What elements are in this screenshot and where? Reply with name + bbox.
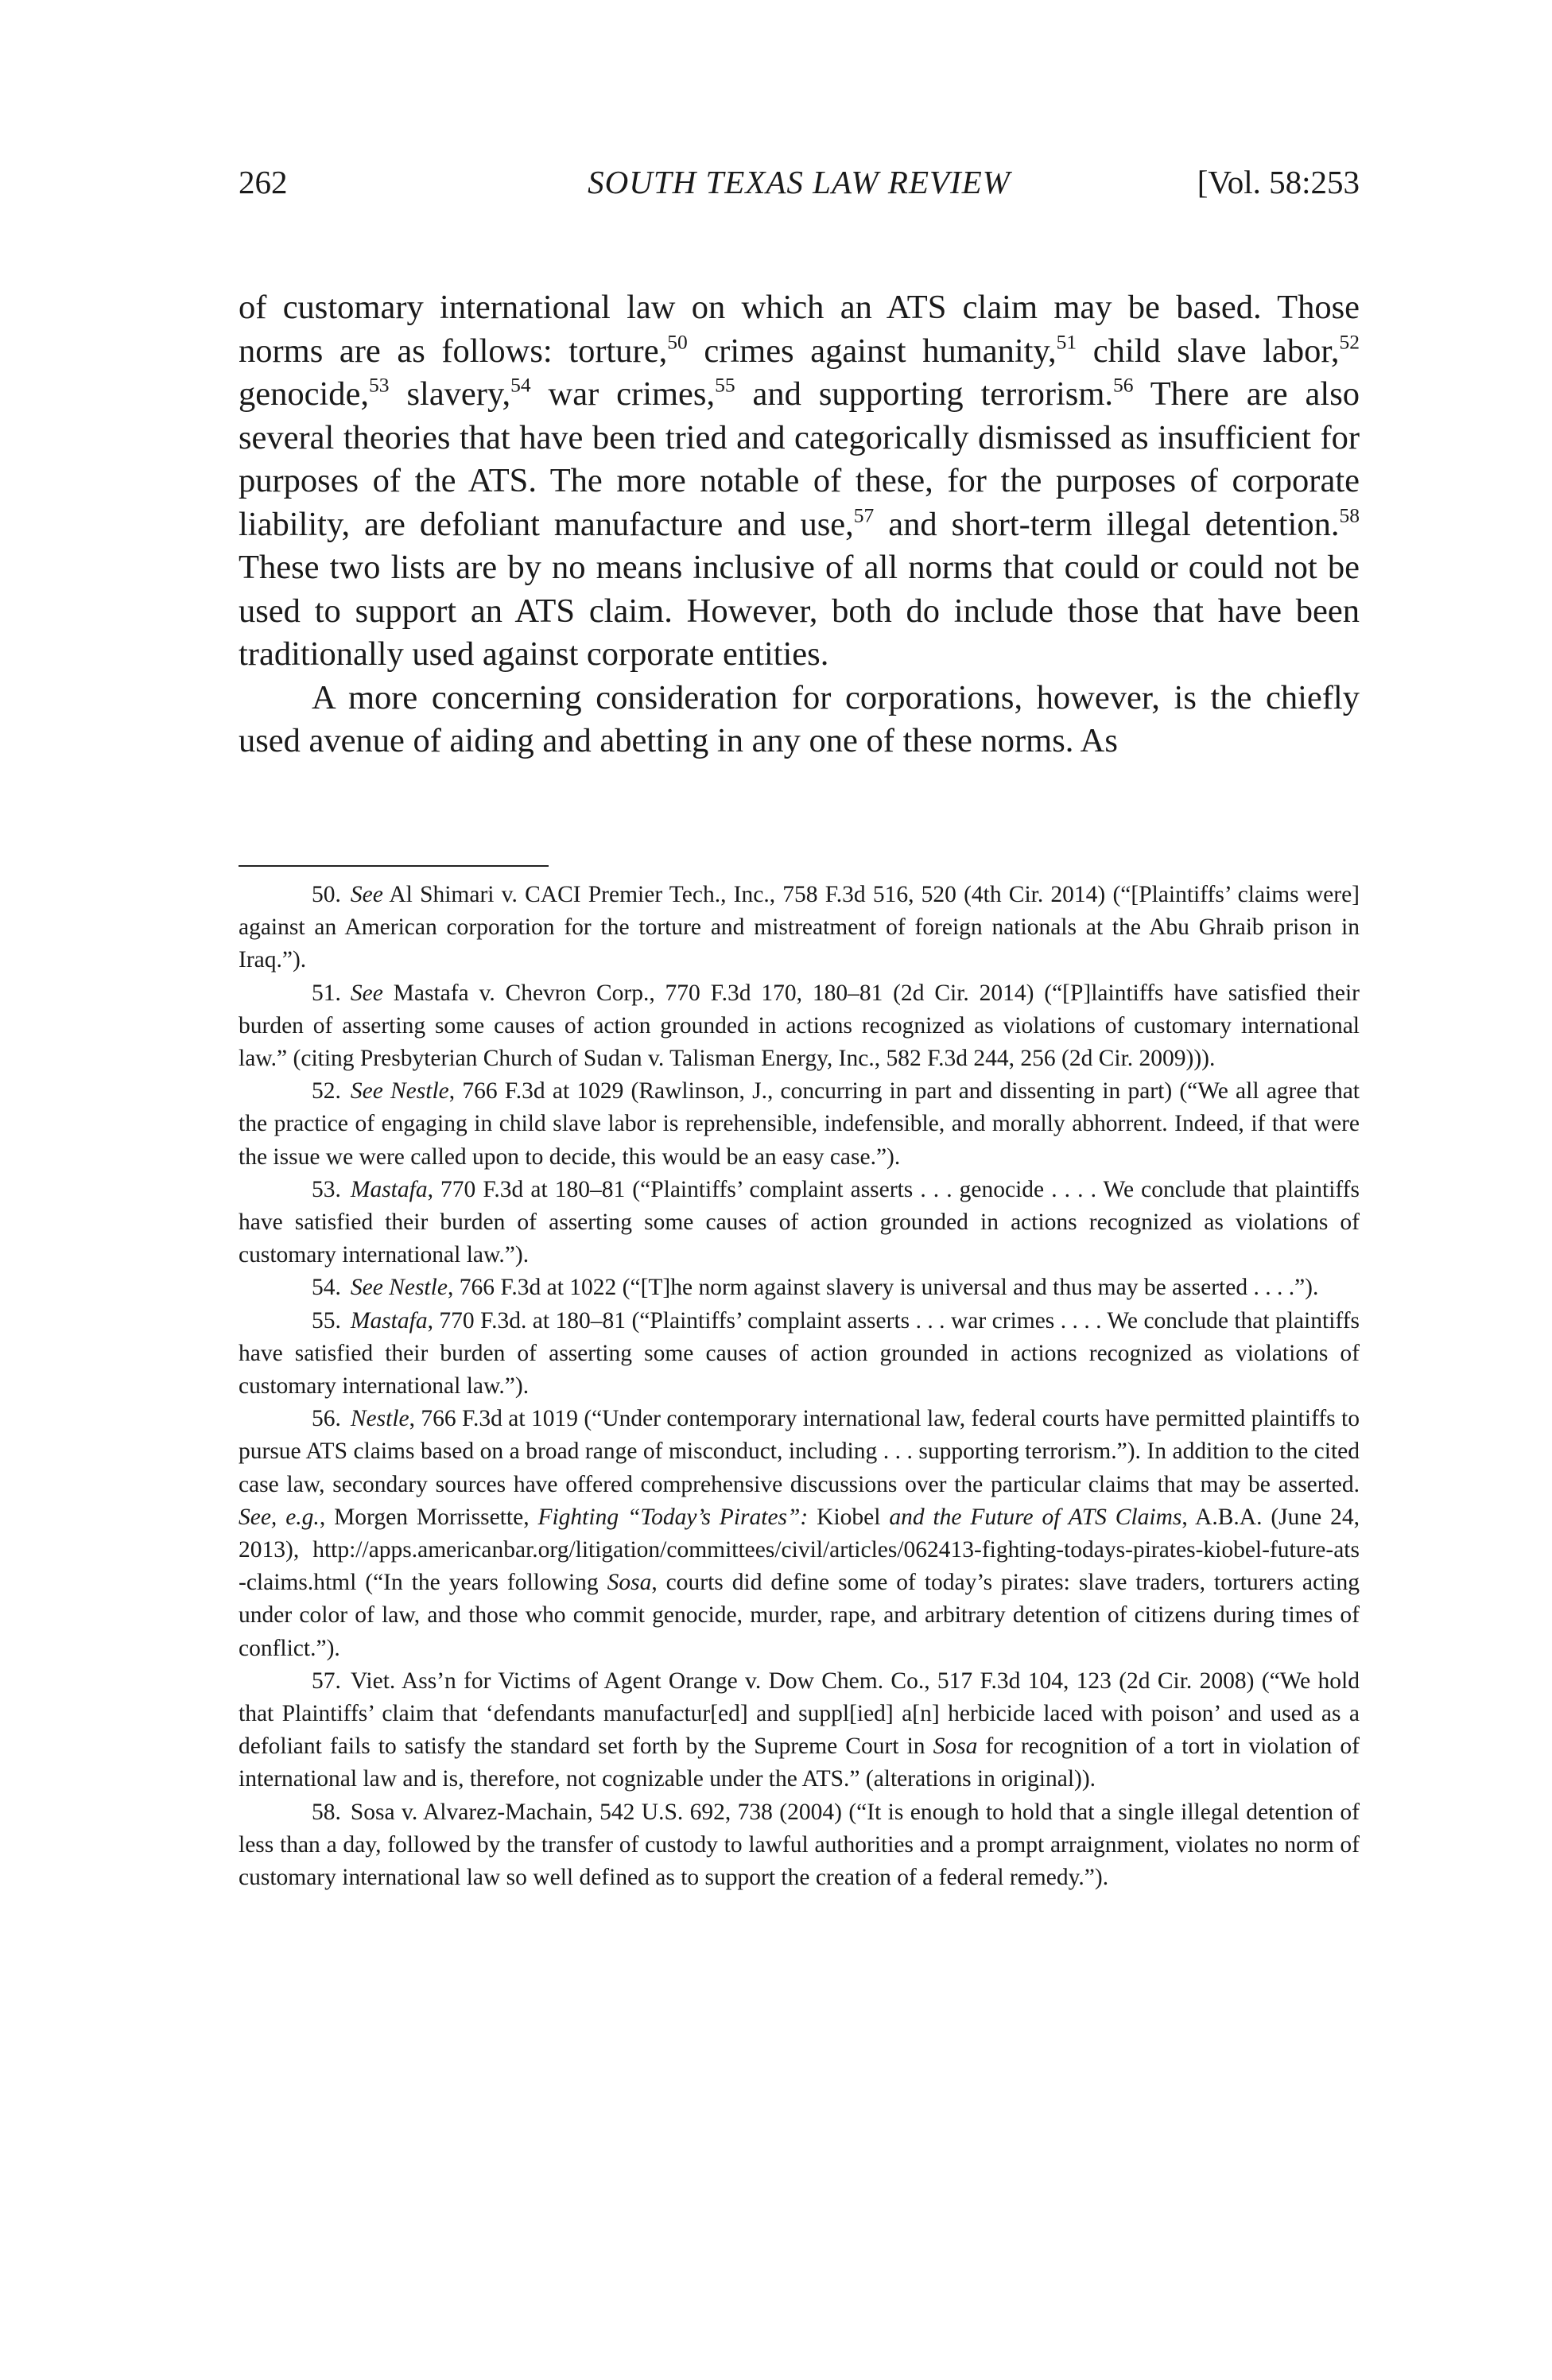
footnote-50 bbox=[239, 879, 1360, 977]
text-run: of customary international law on which an ATS claim may be based. Those norms are as follows: torture, bbox=[239, 289, 1360, 370]
signal: See bbox=[350, 882, 383, 907]
text-run: There are also several theories that have been tried and categorically dismissed as insufficient for purposes of the ATS. The more notable of these, for the purposes of corporate liability, are defoliant manufacture and use, bbox=[239, 375, 1360, 543]
footnote-ref-51[interactable]: 51 bbox=[1056, 329, 1077, 353]
text-run: crimes against humanity, bbox=[687, 332, 1057, 370]
footnote-ref-55[interactable]: 55 bbox=[715, 373, 735, 397]
case-name: See Nestle bbox=[350, 1078, 449, 1105]
volume-citation: [Vol. 58:253 bbox=[1197, 164, 1360, 200]
footnote-number: 50. bbox=[312, 882, 341, 907]
footnote-text: , courts did define some of today’s pirates: slave traders, torturers acting under color of law, and those who commit genocide, murder, rape, and arbitrary detention of citizens during times of conflict.”). bbox=[239, 1570, 1360, 1661]
footnote-text: Sosa v. Alvarez-Machain, 542 U.S. 692, 738 (2004) (“It is enough to hold that a single illegal detention of less than a day, followed by the transfer of custody to lawful authorities and a prompt arraignment, violates no norm of customary international law so well defined as to support the creation of a federal remedy.”). bbox=[239, 1799, 1360, 1891]
footnote-text: Mastafa v. Chevron Corp., 770 F.3d 170, 180–81 (2d Cir. 2014) (“[P]laintiffs have satisfied their burden of asserting some causes of action grounded in actions recognized as violations of customary international law.” (citing Presbyterian Church of Sudan v. Talisman Energy, Inc., 582 F.3d 244, 256 (2d Cir. 2009))). bbox=[239, 980, 1360, 1072]
footnote-53 bbox=[239, 1174, 1360, 1272]
text-run: and supporting terrorism. bbox=[735, 375, 1114, 413]
case-name: Sosa bbox=[607, 1570, 652, 1596]
footnotes bbox=[239, 879, 1360, 1894]
footnote-text: , 766 F.3d at 1019 (“Under contemporary international law, federal courts have permitted plaintiffs to pursue ATS claims based on a broad range of misconduct, including . . . supporting terrorism.”). In addition to the cited case law, secondary sources have offered comprehensive discussions over the particular claims that may be asserted. bbox=[239, 1406, 1360, 1497]
footnote-number: 55. bbox=[312, 1307, 341, 1334]
footnote-text: , 770 F.3d at 180–81 (“Plaintiffs’ complaint asserts . . . genocide . . . . We conclude that plaintiffs have satisfied their burden of asserting some causes of action grounded in actions recognized as violations of customary international law.”). bbox=[239, 1176, 1360, 1268]
case-name: See Nestle bbox=[350, 1275, 448, 1301]
article-title: Fighting “Today’s Pirates”: bbox=[537, 1504, 809, 1530]
footnote-55 bbox=[239, 1305, 1360, 1404]
page-number: 262 bbox=[239, 164, 288, 200]
footnote-54 bbox=[239, 1272, 1360, 1304]
main-text bbox=[239, 286, 1360, 763]
case-name: Mastafa bbox=[350, 1307, 428, 1334]
footnote-text: , 766 F.3d at 1029 (Rawlinson, J., concurring in part and dissenting in part) (“We all agree that the practice of engaging in child slave labor is reprehensible, indefensible, and morally abhorrent. Indeed, if that were the issue we were called upon to decide, this would be an easy case.”). bbox=[239, 1078, 1360, 1170]
footnote-number: 54. bbox=[312, 1275, 341, 1301]
footnote-ref-58[interactable]: 58 bbox=[1339, 503, 1360, 526]
case-name: Kiobel bbox=[808, 1504, 890, 1530]
footnote-text: , 770 F.3d. at 180–81 (“Plaintiffs’ complaint asserts . . . war crimes . . . . We conclude that plaintiffs have satisfied their burden of asserting some causes of action grounded in actions recognized as violations of customary international law.”). bbox=[239, 1307, 1360, 1400]
case-name: Sosa bbox=[933, 1734, 978, 1760]
footnote-text: , A.B.A. (June 24, 2013), bbox=[239, 1504, 1360, 1563]
footnote-57 bbox=[239, 1665, 1360, 1796]
footnote-ref-57[interactable]: 57 bbox=[853, 503, 875, 526]
footnote-number: 58. bbox=[312, 1799, 341, 1825]
footnote-text: Al Shimari v. CACI Premier Tech., Inc., 758 F.3d 516, 520 (4th Cir. 2014) (“[Plaintiffs’ claims were] against an American corporation for the torture and mistreatment of foreign nationals at the Abu Ghraib prison in Iraq.”). bbox=[239, 882, 1360, 973]
footnote-divider bbox=[239, 865, 549, 867]
article-title: and the Future of ATS Claims bbox=[889, 1504, 1182, 1530]
footnote-ref-53[interactable]: 53 bbox=[369, 373, 390, 397]
text-run: war crimes, bbox=[530, 375, 716, 413]
footnote-number: 53. bbox=[312, 1176, 341, 1202]
footnote-number: 57. bbox=[312, 1668, 341, 1694]
footnote-number: 51. bbox=[312, 980, 341, 1006]
running-header bbox=[239, 163, 1360, 219]
case-name: Mastafa bbox=[350, 1176, 428, 1202]
text-run: child slave labor, bbox=[1077, 332, 1340, 370]
paragraph-1 bbox=[239, 286, 1360, 677]
text-run: These two lists are by no means inclusive of all norms that could or could not be used to support an ATS claim. However, both do include those that have been traditionally used against corporate entities. bbox=[239, 549, 1360, 673]
footnote-ref-56[interactable]: 56 bbox=[1113, 373, 1134, 397]
footnote-text: (“In the years following bbox=[356, 1570, 607, 1596]
signal: See, e.g. bbox=[239, 1504, 320, 1530]
footnote-ref-50[interactable]: 50 bbox=[667, 329, 688, 353]
footnote-number: 52. bbox=[312, 1078, 341, 1105]
text-run: and short-term illegal detention. bbox=[874, 505, 1340, 543]
source-url[interactable]: http://apps.americanbar.org/litigation/committees/civil/articles/062413-fighting-todays-pirates-kiobel-future-ats-claims.html bbox=[239, 1537, 1360, 1596]
footnote-number: 56. bbox=[312, 1406, 341, 1432]
footnote-51 bbox=[239, 977, 1360, 1076]
text-run: genocide, bbox=[239, 375, 370, 413]
signal: See bbox=[350, 980, 383, 1006]
text-run: slavery, bbox=[389, 375, 511, 413]
footnote-text: for recognition of a tort in violation of international law and is, therefore, not cognizable under the ATS.” (alterations in original)). bbox=[239, 1734, 1360, 1792]
footnote-58 bbox=[239, 1796, 1360, 1895]
journal-title: SOUTH TEXAS LAW REVIEW bbox=[588, 164, 1011, 200]
paragraph-2: A more concerning consideration for corporations, however, is the chiefly used avenue of aiding and abetting in any one of these norms. As bbox=[239, 678, 1360, 759]
footnote-ref-54[interactable]: 54 bbox=[510, 373, 531, 397]
footnote-ref-52[interactable]: 52 bbox=[1339, 329, 1360, 353]
footnote-52 bbox=[239, 1075, 1360, 1174]
footnote-text: , Morgen Morrissette, bbox=[319, 1504, 538, 1530]
footnote-text: , 766 F.3d at 1022 (“[T]he norm against slavery is universal and thus may be asserted . . . .”). bbox=[447, 1275, 1319, 1301]
footnote-56 bbox=[239, 1403, 1360, 1665]
footnote-text: Viet. Ass’n for Victims of Agent Orange v. Dow Chem. Co., 517 F.3d 104, 123 (2d Cir. 2008) (“We hold that Plaintiffs’ claim that ‘defendants manufactur[ed] and suppl[ied] a[n] herbicide laced with poison’ and used as a defoliant fails to satisfy the standard set forth by the Supreme Court in bbox=[239, 1668, 1360, 1760]
case-name: Nestle bbox=[350, 1406, 409, 1432]
